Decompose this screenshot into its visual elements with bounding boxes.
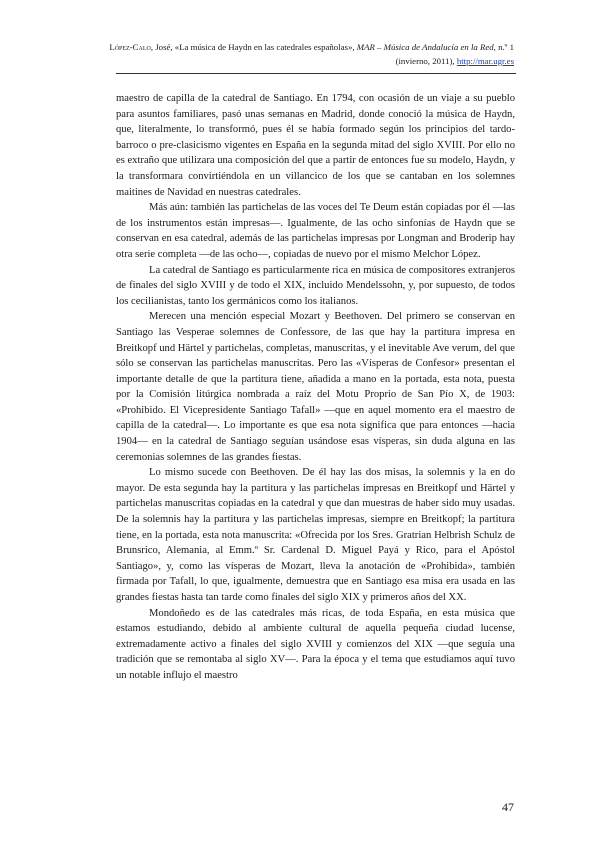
page-number: 47	[502, 800, 514, 814]
header-rule	[116, 73, 516, 74]
header-url-link[interactable]: http://mar.ugr.es	[456, 56, 514, 66]
paragraph: Lo mismo sucede con Beethoven. De él hay las dos misas, la solemnis y la en do mayor. De esta segunda hay la partitura y las partichelas impresas en Breitkopf und Härtel y partichelas manuscritas copiadas en la catedral y que dan muestras de haber sido muy usadas. De la solemnis hay la partitura y las partichelas impresas, siempre en Breitkopf; la partitura tiene, en la portada, esta nota manuscrita: «Ofrecida por los Sres. Gratrian Helbrish Schulz de Brunsrico, Alemania, al Emm.º Sr. Cardenal D. Miguel Payá y Rico, para el Apóstol Santiago», y, como las vísperas de Mozart, lleva la anotación de «Prohibida», también firmada por Tafall, lo que, igualmente, demuestra que en Santiago esa misa era usada en las grandes fiestas hasta tan tarde como finales del siglo XIX y primeros años del XX.	[116, 467, 515, 603]
paragraph: Más aún: también las partichelas de las voces del Te Deum están copiadas por él —las de los instrumentos están impresas—. Igualmente, de las ocho sinfonías de Haydn que se conservan en esa catedral, además de las partichelas impresas por Longman and Broderip hay otra serie completa —de las ocho—, copiadas de nuevo por el mismo Melchor López.	[116, 202, 515, 260]
body-text	[116, 91, 515, 684]
header-author: López-Calo	[109, 42, 151, 52]
header-journal: MAR – Música de Andalucía en la Red	[356, 42, 494, 52]
header-citation: , José, «La música de Haydn en las catedrales españolas»,	[150, 42, 357, 52]
paragraph: maestro de capilla de la catedral de Santiago. En 1794, con ocasión de un viaje a su pueblo para asuntos familiares, pasó unas semanas en Madrid, donde conoció la música de Haydn, que, literalmente, lo transformó, pues él se había formado según los principios del tardo-barroco o pre-clasicismo vigentes en España en la segunda mitad del siglo XVIII. Por ello no es extraño que utilizara una composición del que a partir de entonces fue su modelo, Haydn, y la transformara convirtiéndola en un villancico de los que se cantaban en los solemnes maitines de Navidad en nuestras catedrales.	[116, 93, 515, 198]
paragraph: Merecen una mención especial Mozart y Beethoven. Del primero se conservan en Santiago las Vesperae solemnes de Confessore, de las que hay la partitura impresa en Breitkopf und Härtel y partichelas, completas, manuscritas, y el inevitable Ave verum, del que sólo se conservan las partichelas manuscritas. Pero las «Vísperas de Confesor» presentan el importante detalle de que la partitura tiene, añadida a mano en la portada, esta nota, puesta por la Comisión litúrgica nombrada a raíz del Motu Proprio de San Pío X, de 1903: «Prohibido. El Vicepresidente Santiago Tafall» —que en aquel momento era el maestro de capilla de la catedral—. Lo importante es que esa nota significa que para entonces —hacia 1904— en la catedral de Santiago seguían usándose esas vísperas, sin duda alguna en las ceremonias solemnes de las grandes fiestas.	[116, 311, 516, 463]
running-header	[84, 40, 514, 68]
header-issue: , n.º 1 (invierno, 2011),	[395, 42, 514, 66]
paragraph: La catedral de Santiago es particularmente rica en música de compositores extranjeros de finales del siglo XVIII y de todo el XIX, incluido Mendelssohn, y, por supuesto, de todos los cecilianistas, tanto los germánicos como los italianos.	[116, 264, 515, 307]
paragraph: Mondoñedo es de las catedrales más ricas, de toda España, en esta música que estamos estudiando, debido al ambiente cultural de aquella pequeña ciudad lucense, extremadamente activo a finales del siglo XVIII y comienzos del XIX —que seguía una tradición que se remontaba al siglo XV—. Para la época y el tema que estudiamos aquí tuvo un notable influjo el maestro	[116, 607, 515, 681]
